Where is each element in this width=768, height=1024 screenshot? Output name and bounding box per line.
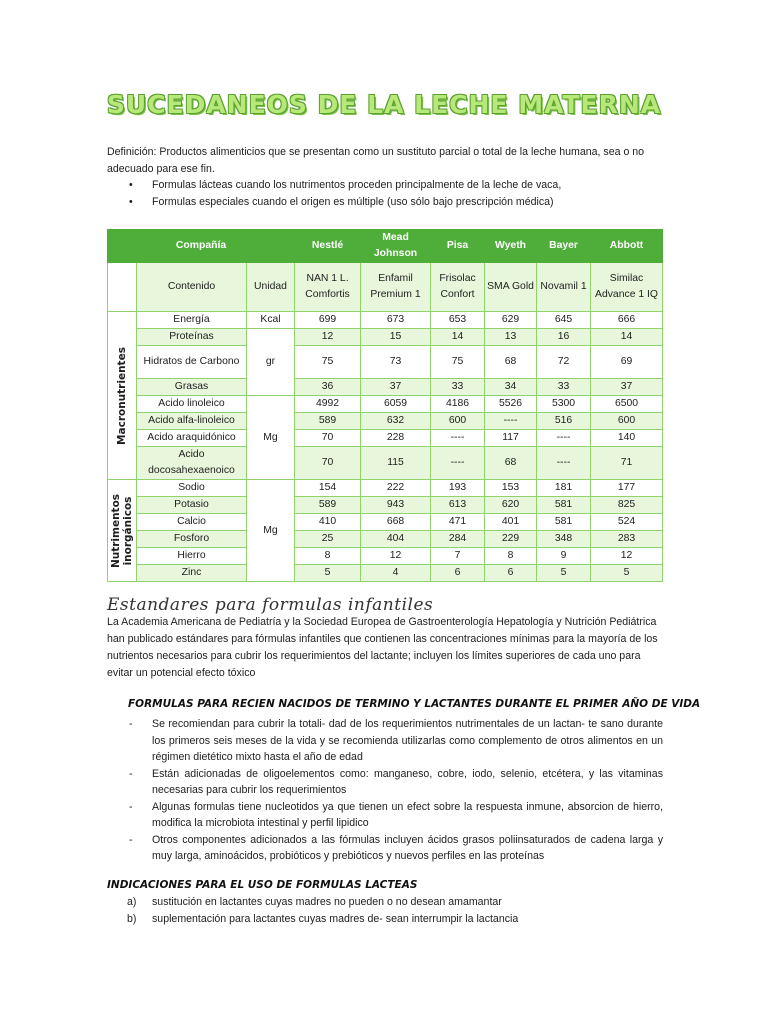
header-nestle: Nestlé	[295, 230, 361, 263]
table-row: Acido araquidónico 70 228 ---- 117 ---- 140	[108, 430, 663, 447]
product-name: Frisolac Confort	[431, 263, 485, 312]
nutrient-name: Fosforo	[137, 531, 247, 548]
nutrient-name: Acido araquidónico	[137, 430, 247, 447]
formulas-list	[107, 716, 663, 865]
table-subheader-row	[108, 263, 663, 312]
table-row: Acido docosahexaenoico 70 115 ---- 68 ---- 71	[108, 447, 663, 480]
nutrient-name: Sodio	[137, 480, 247, 497]
product-name: NAN 1 L. Comfortis	[295, 263, 361, 312]
definition-text: Definición: Productos alimenticios que se presentan como un sustituto parcial o total de la leche humana, sea o no adecuado para ese fin.	[107, 146, 645, 175]
nutrient-name: Potasio	[137, 497, 247, 514]
product-name: Similac Advance 1 IQ	[591, 263, 663, 312]
section-heading-estandares: Estandares para formulas infantiles	[107, 595, 434, 615]
header-abbott: Abbott	[591, 230, 663, 263]
subheader-unit: Unidad	[247, 263, 295, 312]
table-row: Fosforo 25 404 284 229 348 283	[108, 531, 663, 548]
list-item: b) suplementación para lactantes cuyas madres de- sean interrumpir la lactancia	[127, 912, 519, 925]
table-row: Hidratos de Carbono 75 73 75 68 72 69	[108, 346, 663, 379]
nutrient-name: Acido alfa-linoleico	[137, 413, 247, 430]
bullet-marker: •	[129, 196, 133, 208]
list-item: a) sustitución en lactantes cuyas madres no pueden o no desean amamantar	[127, 896, 502, 908]
table-row: Proteínas gr 12 15 14 13 16 14	[108, 329, 663, 346]
list-item: - Se recomiendan para cubrir la totali- dad de los requerimientos nutrimentales de un lactan- te sano durante los primeros seis meses de la vida y se recomienda utilizarlas como complemento de otros alimentos en un régimen dietético mixto hasta el año de edad	[129, 718, 663, 763]
table-row: Grasas 36 37 33 34 33 37	[108, 379, 663, 396]
table-row: Hierro 8 12 7 8 9 12	[108, 548, 663, 565]
list-item: • Formulas especiales cuando el origen es múltiple (uso sólo bajo prescripción médica)	[107, 194, 667, 211]
nutrient-name: Hidratos de Carbono	[137, 346, 247, 379]
nutrient-name: Acido docosahexaenoico	[137, 447, 247, 480]
header-company: Compañía	[108, 230, 295, 263]
table-row: Macronutrientes Energía Kcal 699 673 653 629 645 666	[108, 312, 663, 329]
section-heading-formulas: FORMULAS PARA RECIEN NACIDOS DE TERMINO Y LACTANTES DURANTE EL PRIMER AÑO DE VIDA	[128, 698, 701, 710]
unit-cell: gr	[247, 329, 295, 396]
estandares-paragraph: La Academia Americana de Pediatría y la Sociedad Europea de Gastroenterología Hepatología y Nutrición Pediátrica han publicado estándares para fórmulas infantiles que contienen las concentraciones mínimas para la mayoría de los nutrientos necesarios para cubrir los requerimientos del lactante; incluyen los límites superiores de cada uno para evitar un potencial efecto tóxico	[107, 616, 658, 679]
table-row: Potasio 589 943 613 620 581 825	[108, 497, 663, 514]
nutrient-name: Proteínas	[137, 329, 247, 346]
table-row: Zinc 5 4 6 6 5 5	[108, 565, 663, 582]
nutrient-name: Hierro	[137, 548, 247, 565]
header-wyeth: Wyeth	[485, 230, 537, 263]
list-item: • Formulas lácteas cuando los nutrimentos proceden principalmente de la leche de vaca,	[107, 177, 667, 194]
product-name: SMA Gold	[485, 263, 537, 312]
table-row: Nutrimentos inorgánicos Sodio Mg 154 222 193 153 181 177	[108, 480, 663, 497]
table-header-row	[108, 230, 663, 263]
group-macronutrientes: Macronutrientes	[108, 312, 137, 480]
nutrient-name: Grasas	[137, 379, 247, 396]
definition-bullets	[107, 177, 667, 211]
formula-comparison-table	[107, 229, 663, 582]
header-mead-johnson: Mead Johnson	[361, 230, 431, 263]
nutrient-name: Energía	[137, 312, 247, 329]
nutrient-name: Calcio	[137, 514, 247, 531]
product-name: Novamil 1	[537, 263, 591, 312]
unit-cell: Kcal	[247, 312, 295, 329]
table-row: Acido alfa-linoleico 589 632 600 ---- 516 600	[108, 413, 663, 430]
unit-cell: Mg	[247, 396, 295, 480]
product-name: Enfamil Premium 1	[361, 263, 431, 312]
table-row: Calcio 410 668 471 401 581 524	[108, 514, 663, 531]
header-bayer: Bayer	[537, 230, 591, 263]
list-item: - Otros componentes adicionados a las fórmulas incluyen ácidos grasos poliinsaturados de cadena larga y muy larga, aminoácidos, probióticos y prebióticos y nuevos perfiles en las proteínas	[129, 833, 663, 862]
indicaciones-list	[107, 894, 663, 927]
list-item: - Están adicionadas de oligoelementos como: manganeso, cobre, iodo, selenio, etcétera, y las vitaminas necesarias para cubrir los requerimientos	[129, 767, 663, 796]
nutrient-name: Acido linoleico	[137, 396, 247, 413]
section-heading-indicaciones: INDICACIONES PARA EL USO DE FORMULAS LACTEAS	[107, 879, 418, 891]
nutrient-name: Zinc	[137, 565, 247, 582]
subheader-content: Contenido	[137, 263, 247, 312]
table-row: Acido linoleico Mg 4992 6059 4186 5526 5300 6500	[108, 396, 663, 413]
unit-cell: Mg	[247, 480, 295, 582]
header-pisa: Pisa	[431, 230, 485, 263]
bullet-marker: •	[129, 179, 133, 191]
group-nutrimentos-inorganicos: Nutrimentos inorgánicos	[108, 480, 137, 582]
list-item: - Algunas formulas tiene nucleotidos ya que tienen un efect sobre la respuesta inmune, absorcion de hierro, modifica la microbiota intestinal y perfil lipidico	[129, 800, 663, 829]
page-title: SUCEDANEOS DE LA LECHE MATERNA	[106, 90, 662, 119]
